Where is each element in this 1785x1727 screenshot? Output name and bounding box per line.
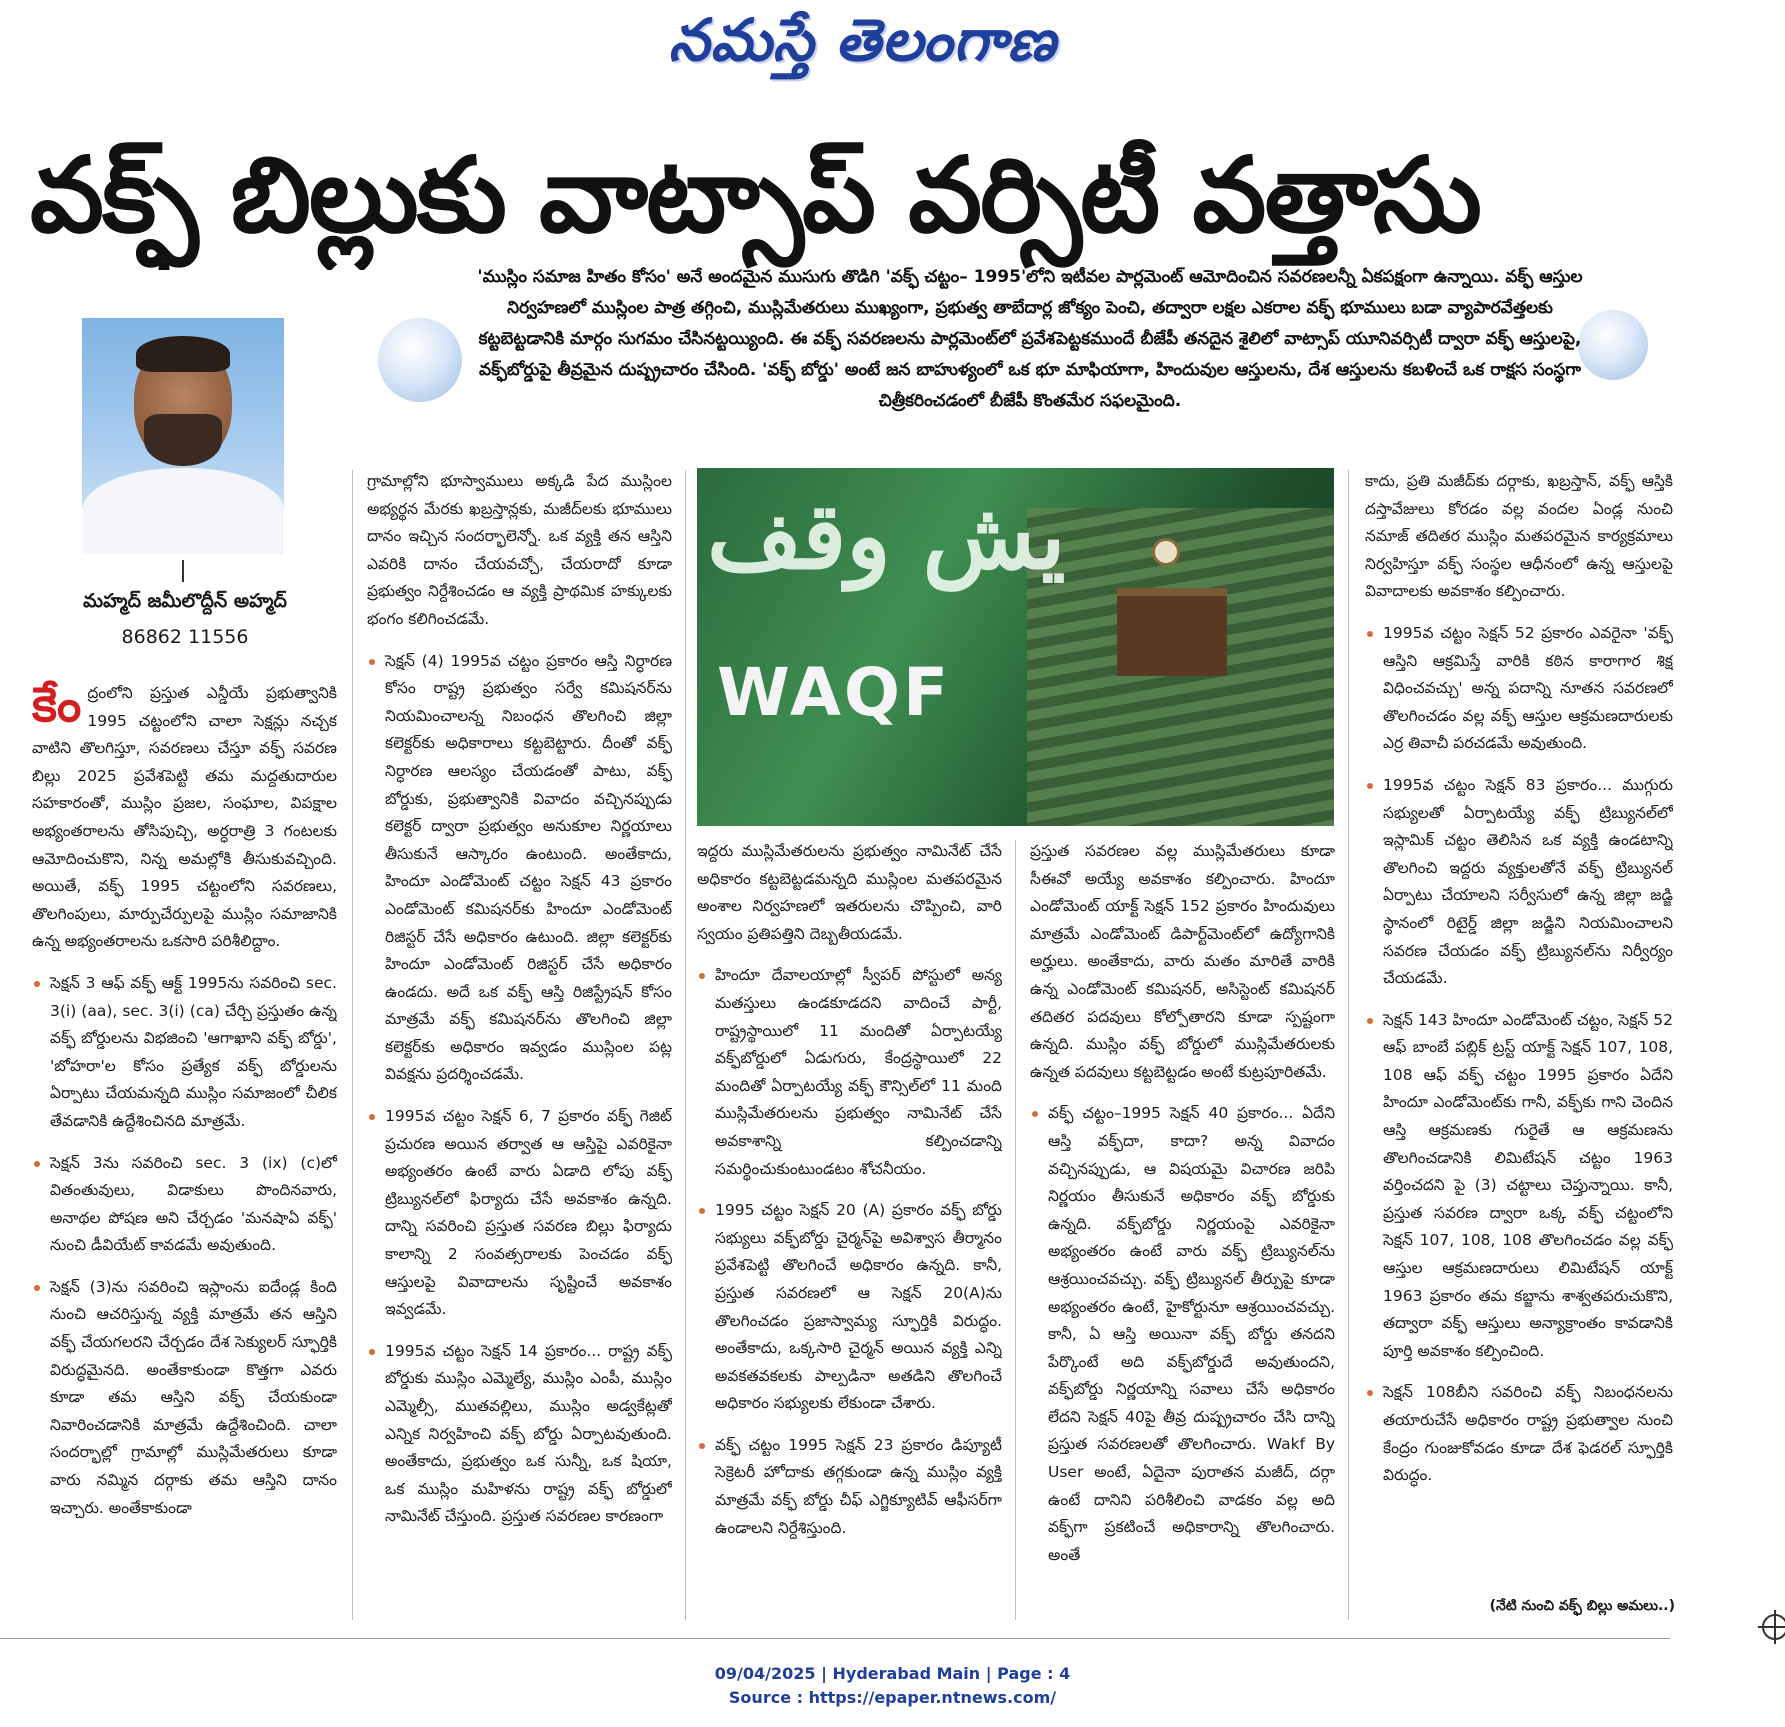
source-link[interactable]: Source : https://epaper.ntnews.com/ [728, 1688, 1057, 1707]
bullet-paragraph: సెక్షన్ 3 ఆఫ్ వక్ఫ్ ఆక్ట్ 1995ను సవరించి sec. 3(i) (aa), sec. 3(i) (ca) చేర్చి ప్రస్తుతం ఉన్న వక్ఫ్ బోర్డులను విభజించి 'ఆగాఖాని వక్ఫ్ బోర్డు', 'బోహరా'ల కోసం ప్రత్యేక వక్ఫ్ బోర్డులను ఏర్పాటు చేయమన్నది ముస్లిం సమాజంలో చీలిక తేవడానికి ఉద్దేశించినది మాత్రమే. [32, 970, 337, 1136]
author-photo [82, 318, 284, 554]
bullet-paragraph: 1995 చట్టం సెక్షన్ 20 (A) ప్రకారం వక్ఫ్ బోర్డు సభ్యులు వక్ఫ్‌బోర్డు చైర్మన్‌పై అవిశ్వాస తీర్మానం ప్రవేశపెట్టి తొలగించే అధికారం ఉన్నది. కానీ, ప్రస్తుత సవరణలో ఆ సెక్షన్ 20(A)ను తొలగించడం ప్రజాస్వామ్య స్ఫూర్తికి విరుద్ధం. అంతేకాదు, ఒక్కసారి చైర్మన్ అయిన వ్యక్తి ఎన్ని అవకతవకలకు పాల్పడినా అతడిని తొలగించే అధికారం సభ్యులకు లేకుండా చేశారు. [697, 1197, 1002, 1418]
article-column-2 [367, 468, 672, 1633]
opening-paragraph: కేంద్రంలోని ప్రస్తుత ఎన్డీయే ప్రభుత్వానికి 1995 చట్టంలోని చాలా సెక్షన్లు నచ్చక వాటిని తొలగిస్తూ, సవరణలు చేస్తూ వక్ఫ్ సవరణ బిల్లు 2025 ప్రవేశపెట్టి తమ మద్దతుదారుల సహకారంతో, ముస్లిం ప్రజల, సంఘాల, విపక్షాల అభ్యంతరాలను తోసిపుచ్చి, అర్ధరాత్రి 3 గంటలకు ఆమోదించుకొని, నిన్న అమల్లోకి తీసుకువచ్చింది. అయితే, వక్ఫ్ 1995 చట్టంలోని సవరణలు, తొలగింపులు, మార్పుచేర్పులపై ముస్లిం సమాజానికి ఉన్న అభ్యంతరాలను ఒకసారి పరిశీలిద్దాం. [32, 680, 337, 951]
column-divider [1348, 470, 1349, 1620]
bullet-paragraph: సెక్షన్ (4) 1995వ చట్టం ప్రకారం ఆస్తి నిర్ధారణ కోసం రాష్ట్ర ప్రభుత్వం సర్వే కమిషనర్‌ను నియమించాలన్న నిబంధన తొలగించి జిల్లా కలెక్టర్‌కు అధికారాలు కట్టబెట్టారు. దీంతో వక్ఫ్ నిర్ధారణ ఆలస్యం చేయడంతో పాటు, వక్ఫ్ బోర్డుకు, ప్రభుత్వానికి వివాదం వచ్చినప్పుడు కలెక్టర్ ద్వారా ప్రభుత్వం అనుకూల నిర్ణయాలు తీసుకునే ఆస్కారం ఉంటుంది. అంతేకాదు, హిందూ ఎండోమెంట్ చట్టం సెక్షన్ 43 ప్రకారం ఎండోమెంట్ కమిషనర్‌కు హిందూ ఎండోమెంట్ రిజిస్టర్ చేసే అధికారం ఉటుంది. జిల్లా కలెక్టర్‌కు హిందూ ఎండోమెంట్ రిజిస్టర్ చేసే అధికారం ఉండదు. అదే ఒక వక్ఫ్ ఆస్తి రిజిస్ట్రేషన్ కోసం మాత్రమే వక్ఫ్ కమిషనర్‌ను తొలగించి జిల్లా కలెక్టర్‌కు అధికారం ఇవ్వడం ముస్లింల పట్ల వివక్షను ప్రదర్శించడమే. [367, 648, 672, 1090]
article-column-1 [32, 680, 337, 1635]
masthead [0, 0, 1785, 78]
author-name: మహ్మద్ జమీలొద్దీన్ అహ్మద్ [83, 590, 287, 612]
bullet-paragraph: వక్ఫ్ చట్టం 1995 సెక్షన్ 23 ప్రకారం డిప్యూటీ సెక్రెటరీ హోదాకు తగ్గకుండా ఉన్న ముస్లిం వ్యక్తి మాత్రమే వక్ఫ్ బోర్డు చీఫ్ ఎగ్జిక్యూటివ్ ఆఫీసర్‌గా ఉండాలని నిర్దేశిస్తుంది. [697, 1432, 1002, 1542]
article-column-4 [1030, 838, 1335, 1633]
image-waqf-text: WAQF [717, 654, 952, 731]
decorative-bubble-left [378, 318, 462, 402]
intro-paragraph: 'ముస్లిం సమాజ హితం కోసం' అనే అందమైన ముసుగు తొడిగి 'వక్ఫ్ చట్టం– 1995'లోని ఇటీవల పార్లమెంట్ ఆమోదించిన సవరణలన్నీ ఏకపక్షంగా ఉన్నాయి. వక్ఫ్ ఆస్తుల నిర్వహణలో ముస్లింల పాత్ర తగ్గించి, ముస్లిమేతరులు ముఖ్యంగా, ప్రభుత్వ తాబేదార్ల జోక్యం పెంచి, తద్వారా లక్షల ఎకరాల వక్ఫ్ భూములు బడా వ్యాపారవేత్తలకు కట్టబెట్టడానికి మార్గం సుగమం చేసినట్టయ్యింది. ఈ వక్ఫ్ సవరణలను పార్లమెంట్‌లో ప్రవేశపెట్టకముందే బీజేపీ తనదైన శైలిలో వాట్సాప్ యూనివర్సిటీ ద్వారా వక్ఫ్ ఆస్తులపై, వక్ఫ్‌బోర్డుపై తీవ్రమైన దుష్ప్రచారం చేసింది. 'వక్ఫ్ బోర్డు' అంటే జన బాహుళ్యంలో ఒక భూ మాఫియాగా, హిందువుల ఆస్తులను, దేశ ఆస్తులను కబళించే ఒక రాక్షస సంస్థగా చిత్రీకరించడంలో బీజేపీ కొంతమేర సఫలమైంది. [477, 267, 1583, 411]
waqf-parliament-photo [697, 468, 1334, 826]
column-divider [1015, 840, 1016, 1620]
headline: వక్ఫ్ బిల్లుకు వాట్సాప్ వర్సిటీ వత్తాసు [30, 134, 1480, 256]
article-closing-note: (నేటి నుంచి వక్ఫ్ బిల్లు అమలు..) [1489, 1598, 1675, 1614]
column-divider [352, 470, 353, 1620]
bullet-paragraph: 1995వ చట్టం సెక్షన్ 14 ప్రకారం... రాష్ట్ర వక్ఫ్ బోర్డుకు ముస్లిం ఎమ్మెల్యే, ముస్లిం ఎంపీ, ముస్లిం ఎమ్మెల్సీ, ముతవల్లిలు, ముస్లిం అడ్వకేట్లతో ఎన్నిక నిర్వహించి వక్ఫ్ బోర్డు ఏర్పాటవుతుంది. అంతేకాదు, ప్రభుత్వం ఒక సున్నీ, ఒక షియా, ఒక ముస్లిం మహిళను రాష్ట్ర వక్ఫ్ బోర్డులో నామినేట్ చేస్తుంది. ప్రస్తుత సవరణల కారణంగా [367, 1338, 672, 1531]
bullet-paragraph: సెక్షన్ 108బీని సవరించి వక్ఫ్ నిబంధనలను తయారుచేసే అధికారం రాష్ట్ర ప్రభుత్వాల నుంచి కేంద్రం గుంజుకోవడం కూడా దేశ ఫెడరల్ స్ఫూర్తికి విరుద్ధం. [1365, 1379, 1673, 1489]
paragraph: కాదు, ప్రతి మజీద్‌కు దర్గాకు, ఖబ్రస్తాన్, వక్ఫ్ ఆస్తికి దస్తావేజులు కోరడం వల్ల వందల ఏండ్ల నుంచి నమాజ్ తదితర ముస్లిం మతపరమైన కార్యక్రమాలు నిర్వహిస్తూ వక్ఫ్ సంస్థల ఆధీనంలో ఉన్న ఆస్తులపై వివాదాలకు అవకాశం కల్పించారు. [1365, 472, 1673, 601]
clock-icon [1152, 538, 1180, 566]
bullet-paragraph: 1995వ చట్టం సెక్షన్ 52 ప్రకారం ఎవరైనా 'వక్ఫ్ ఆస్తిని ఆక్రమిస్తే వారికి కఠిన కారాగార శిక్ష విధించవచ్చు' అన్న పదాన్ని నూతన సవరణలో తొలగించడం వల్ల వక్ఫ్ ఆస్తుల ఆక్రమణదారులకు ఎర్ర తివాచీ పరచడమే అవుతుంది. [1365, 620, 1673, 758]
drop-cap: కేం [32, 680, 82, 733]
byline-divider [182, 560, 184, 582]
paragraph: ఇద్దరు ముస్లిమేతరులను ప్రభుత్వం నామినేట్ చేసే అధికారం కట్టబెట్టడమన్నది ముస్లింల మతపరమైన అంశాల నిర్వహణలో ఇతరులను చొప్పించి, వారి స్వయం ప్రతిపత్తిని దెబ్బతీయడమే. [697, 842, 1002, 943]
bullet-paragraph: సెక్షన్ 3ను సవరించి sec. 3 (ix) (c)లో వితంతువులు, విడాకులు పొందినవారు, అనాథల పోషణ అని చేర్చడం 'మనషాఏ వక్ఫ్' నుంచి డీవియేట్ కావడమే అవుతుంది. [32, 1150, 337, 1260]
page-divider [0, 1638, 1670, 1639]
bullet-paragraph: 1995వ చట్టం సెక్షన్ 83 ప్రకారం... ముగ్గురు సభ్యులతో ఏర్పాటయ్యే వక్ఫ్ ట్రిబ్యునల్‌లో ఇస్లామిక్ చట్టం తెలిసిన ఒక వ్యక్తి ఉండటాన్ని తొలగించి ఇద్దరు వ్యక్తులతోనే వక్ఫ్ ట్రిబ్యునల్ ఏర్పాటు చేయాలని సర్వీసులో ఉన్న జిల్లా జడ్జి స్థానంలో రిటైర్డ్ జిల్లా జడ్జిని నియమించాలని సవరణ చేయడం వక్ఫ్ ట్రిబ్యునల్‌ను నిర్వీర్యం చేయడమే. [1365, 772, 1673, 993]
author-phone: 86862 11556 [121, 626, 249, 648]
page-footer [0, 1662, 1785, 1710]
registration-mark-icon [1762, 1614, 1785, 1640]
bullet-paragraph: సెక్షన్ 143 హిందూ ఎండోమెంట్ చట్టం, సెక్షన్ 52 ఆఫ్ బాంబే పబ్లిక్ ట్రస్ట్ యాక్ట్ సెక్షన్ 107, 108, 108 ఆఫ్ వక్ఫ్ చట్టం 1995 ప్రకారం ఏదేని హిందూ ఎండోమెంట్‌కు గానీ, వక్ఫ్‌కు గాని చెందిన ఆస్తి ఆక్రమణకు గురైతే ఆ ఆక్రమణను తొలగించడానికి లిమిటేషన్ చట్టం 1963 వర్తించదని పై (3) చట్టాలు చెప్తున్నాయి. కానీ, ప్రస్తుత సవరణ ద్వారా ఒక్క వక్ఫ్ చట్టంలోని సెక్షన్ 107, 108, 108 తొలగించడం వల్ల వక్ఫ్ ఆస్తుల ఆక్రమణదారులు లిమిటేషన్ యాక్ట్ 1963 ప్రకారం తమ కబ్జాను శాశ్వతపరుచుకొని, తద్వారా వక్ఫ్ ఆస్తులు అన్యాక్రాంతం కావడానికి పూర్తి అవకాశం కల్పించింది. [1365, 1007, 1673, 1366]
bullet-paragraph: హిందూ దేవాలయాల్లో స్వీపర్ పోస్టులో అన్య మతస్తులు ఉండకూడదని వాదించే పార్టీ, రాష్ట్రస్థాయిలో 11 మందితో ఏర్పాటయ్యే వక్ఫ్‌బోర్డులో ఏడుగురు, కేంద్రస్థాయిలో 22 మందితో ఏర్పాటయ్యే వక్ఫ్ కౌన్సిల్‌లో 11 మంది ముస్లిమేతరులను ప్రభుత్వం నామినేట్ చేసే అవకాశాన్ని కల్పించడాన్ని సమర్థించుకుంటుండటం శోచనీయం. [697, 962, 1002, 1183]
article-column-3 [697, 838, 1002, 1633]
bullet-paragraph: 1995వ చట్టం సెక్షన్ 6, 7 ప్రకారం వక్ఫ్ గెజిట్ ప్రచురణ అయిన తర్వాత ఆ ఆస్తిపై ఎవరికైనా అభ్యంతరం ఉంటే వారు ఏడాది లోపు వక్ఫ్ ట్రిబ్యునల్‌లో ఫిర్యాదు చేసే అవకాశం ఉన్నది. దాన్ని సవరించి ప్రస్తుత సవరణ బిల్లు ఫిర్యాదు కాలాన్ని 2 సంవత్సరాలకు పెంచడం వక్ఫ్ ఆస్తులపై వివాదాలను సృష్టించే అవకాశం ఇవ్వడమే. [367, 1103, 672, 1324]
bullet-paragraph: వక్ఫ్ చట్టం–1995 సెక్షన్ 40 ప్రకారం... ఏదేని ఆస్తి వక్ఫ్‌దా, కాదా? అన్న వివాదం వచ్చినప్పుడు, ఆ విషయమై విచారణ జరిపి నిర్ణయం తీసుకునే అధికారం వక్ఫ్ బోర్డుకు ఉన్నది. వక్ఫ్‌బోర్డు నిర్ణయంపై ఎవరికైనా అభ్యంతరం ఉంటే వారు వక్ఫ్ ట్రిబ్యునల్‌ను ఆశ్రయించవచ్చు. వక్ఫ్ ట్రిబ్యునల్ తీర్పుపై కూడా అభ్యంతరం ఉంటే, హైకోర్టునూ ఆశ్రయించవచ్చు. కానీ, ఏ ఆస్తి అయినా వక్ఫ్ బోర్డు తనదని పేర్కొంటే అది వక్ఫ్‌బోర్డుదే అవుతుందని, వక్ఫ్‌బోర్డు నిర్ణయాన్ని సవాలు చేసే అధికారం లేదని సెక్షన్ 40పై తీవ్ర దుష్ప్రచారం చేసి దాన్ని ప్రస్తుత సవరణలతో తొలగించారు. Wakf By User అంటే, ఏదైనా పురాతన మజీద్, దర్గా ఉంటే దానిని పరిశీలించి వాడకం వల్ల అది వక్ఫ్‌గా ప్రకటించే అధికారాన్ని తొలగించారు. అంతే [1030, 1100, 1335, 1569]
edition-info: 09/04/2025 | Hyderabad Main | Page : 4 [714, 1664, 1071, 1683]
newspaper-logo: నమస్తే తెలంగాణ [668, 6, 1057, 74]
article-column-5 [1365, 468, 1673, 1593]
paragraph: ప్రస్తుత సవరణల వల్ల ముస్లిమేతరులు కూడా సీఈవో అయ్యే అవకాశం కల్పించారు. హిందూ ఎండోమెంట్ యాక్ట్ సెక్షన్ 152 ప్రకారం హిందువులు మాత్రమే ఎండోమెంట్ డిపార్ట్‌మెంట్‌లో ఉద్యోగానికి అర్హులు. అంతేకాదు, వారు మతం మారితే వారికి ఉన్న ఎండోమెంట్ కమిషనర్, అసిస్టెంట్ కమిషనర్ తదితర పదవులు కోల్పోతారని కూడా స్పష్టంగా ఉన్నది. ముస్లిం వక్ఫ్ బోర్డులో ముస్లిమేతరులకు ఉన్నత పదవులు కట్టబెట్టడం అంటే కుట్రపూరితమే. [1030, 842, 1335, 1081]
bullet-paragraph: సెక్షన్ (3)ను సవరించి ఇస్లాంను ఐదేండ్ల కింది నుంచి ఆచరిస్తున్న వ్యక్తి మాత్రమే తన ఆస్తిని వక్ఫ్ చేయగలరని చేర్చడం దేశ సెక్యులర్ స్ఫూర్తికి విరుద్ధమైనది. అంతేకాకుండా కొత్తగా ఎవరు కూడా తమ ఆస్తిని వక్ఫ్ చేయకుండా నివారించడానికి మాత్రమే ఉద్దేశించింది. చాలా సందర్భాల్లో గ్రామాల్లో ముస్లిమేతరులు కూడా వారు నమ్మిన దర్గాకు తమ ఆస్తిని దానం ఇచ్చారు. అంతేకాకుండా [32, 1274, 337, 1522]
image-urdu-text: یش وقف [707, 482, 1066, 590]
column-divider [685, 470, 686, 1620]
paragraph: గ్రామాల్లోని భూస్వాములు అక్కడి పేద ముస్లింల అభ్యర్థన మేరకు ఖబ్రస్తాన్లకు, మజీద్‌లకు భూములు దానం ఇచ్చిన సందర్భాలెన్నో. ఒక వ్యక్తి తన ఆస్తిని ఎవరికి దానం చేయవచ్చో, చేయరాదో కూడా ప్రభుత్వం నిర్దేశించడం ఆ వ్యక్తి ప్రాథమిక హక్కులకు భంగం కలిగించడమే. [367, 472, 672, 628]
